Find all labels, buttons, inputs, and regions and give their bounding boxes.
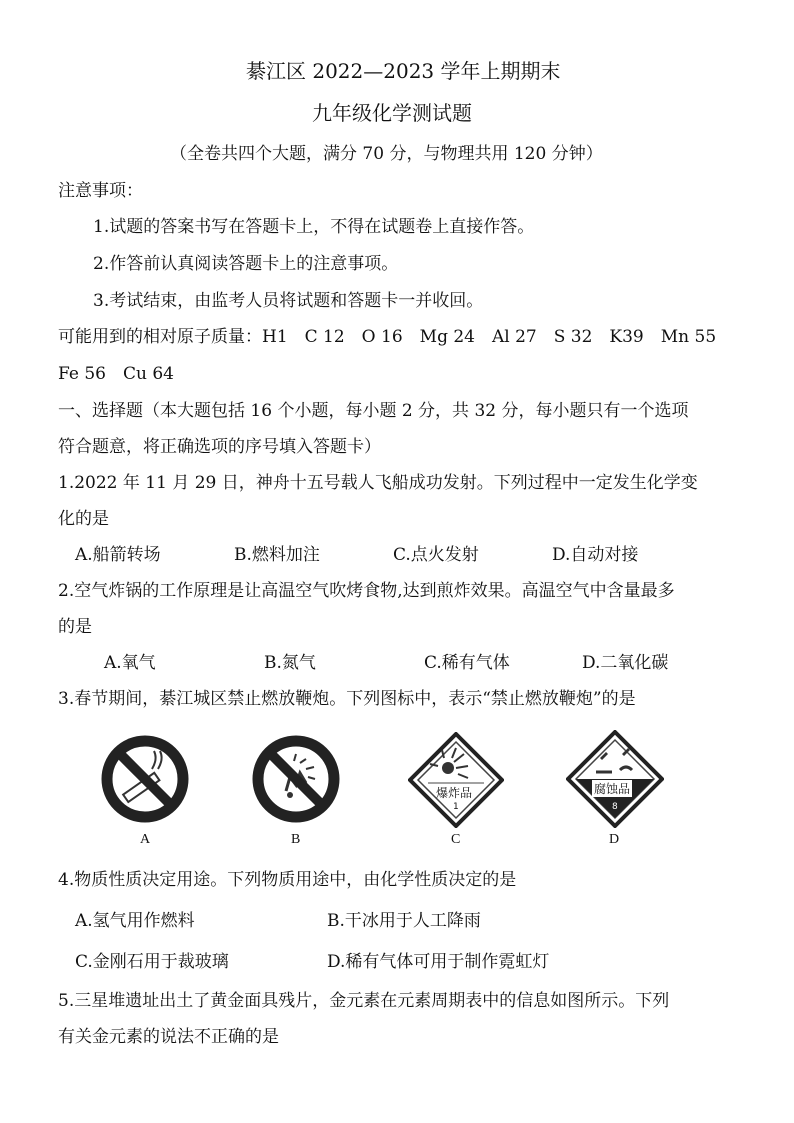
corrosive-sign xyxy=(566,730,664,828)
question-4-stem: 4.物质性质决定用途。下列物质用途中，由化学性质决定的是 xyxy=(58,870,517,890)
section-heading: 一、选择题（本大题包括 16 个小题，每小题 2 分，共 32 分，每小题只有一个选项 xyxy=(58,401,689,421)
sign-label-c: C xyxy=(451,832,461,847)
notes-heading: 注意事项： xyxy=(58,181,143,201)
question-4-option-c: C.金刚石用于裁玻璃 xyxy=(75,952,229,972)
sign-label-b: B xyxy=(291,832,301,847)
question-4-option-a: A.氢气用作燃料 xyxy=(75,911,195,931)
section-heading-cont: 符合题意，将正确选项的序号填入答题卡） xyxy=(58,437,381,457)
explosives-sign xyxy=(408,732,504,828)
question-4-option-b: B.干冰用于人工降雨 xyxy=(327,911,481,931)
no-smoking-sign xyxy=(100,733,190,825)
no-fireworks-sign xyxy=(250,733,342,825)
question-3-stem: 3.春节期间，綦江城区禁止燃放鞭炮。下列图标中，表示“禁止燃放鞭炮”的是 xyxy=(58,689,636,709)
question-1-stem: 1.2022 年 11 月 29 日，神舟十五号载人飞船成功发射。下列过程中一定发生化学变 xyxy=(58,473,698,493)
question-2-option-a: A.氧气 xyxy=(104,653,156,673)
question-1-option-a: A.船箭转场 xyxy=(75,545,161,565)
question-4-option-d: D.稀有气体可用于制作霓虹灯 xyxy=(327,952,550,972)
explosives-sign-number: 1 xyxy=(453,802,459,812)
notes-item: 2.作答前认真阅读答题卡上的注意事项。 xyxy=(93,254,399,274)
exam-subject-title: 九年级化学测试题 xyxy=(312,101,472,125)
atomic-mass-line-2: Fe 56 Cu 64 xyxy=(58,364,174,384)
question-2-stem: 2.空气炸锅的工作原理是让高温空气吹烤食物,达到煎炸效果。高温空气中含量最多 xyxy=(58,581,675,601)
question-2-option-d: D.二氧化碳 xyxy=(582,653,669,673)
notes-item: 1.试题的答案书写在答题卡上，不得在试题卷上直接作答。 xyxy=(93,217,535,237)
question-1-option-b: B.燃料加注 xyxy=(234,545,320,565)
question-2-option-b: B.氮气 xyxy=(264,653,316,673)
question-1-option-c: C.点火发射 xyxy=(393,545,479,565)
question-5-stem: 5.三星堆遗址出土了黄金面具残片，金元素在元素周期表中的信息如图所示。下列 xyxy=(58,991,670,1011)
question-1-option-d: D.自动对接 xyxy=(552,545,639,565)
question-1-stem-cont: 化的是 xyxy=(58,509,109,529)
exam-title: 綦江区 2022—2023 学年上期期末 xyxy=(246,59,561,83)
question-2-option-c: C.稀有气体 xyxy=(424,653,510,673)
exam-info: （全卷共四个大题，满分 70 分，与物理共用 120 分钟） xyxy=(170,144,603,164)
explosives-sign-text: 爆炸品 xyxy=(436,786,473,800)
question-5-stem-cont: 有关金元素的说法不正确的是 xyxy=(58,1027,279,1047)
corrosive-sign-number: 8 xyxy=(612,802,618,812)
notes-item: 3.考试结束，由监考人员将试题和答题卡一并收回。 xyxy=(93,291,484,311)
atomic-mass-line-1: 可能用到的相对原子质量：H1 C 12 O 16 Mg 24 Al 27 S 32 K39 Mn 55 xyxy=(58,327,717,347)
corrosive-sign-text: 腐蚀品 xyxy=(594,782,631,796)
sign-label-a: A xyxy=(140,832,151,847)
sign-label-d: D xyxy=(609,832,620,847)
question-2-stem-cont: 的是 xyxy=(58,617,92,637)
